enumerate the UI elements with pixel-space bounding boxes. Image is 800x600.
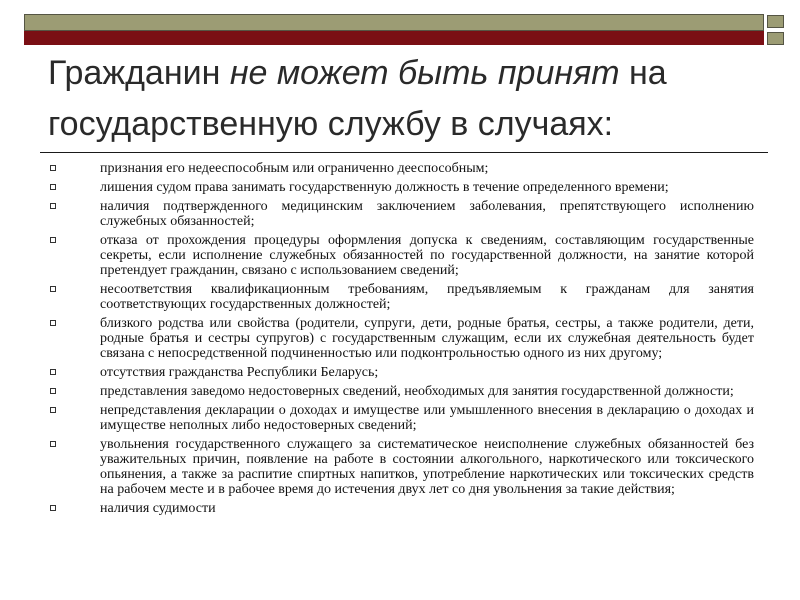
square-bullet-icon (50, 184, 56, 190)
list-item-text: увольнения государственного служащего за систематическое неисполнение служебных обязанностей без уважительных причин, появление на работе в состоянии алкогольного, наркотического или токсического опьянения, а также за распитие спиртных напитков, употребление наркотических или токсических средств на рабочем месте и в рабочее время до истечения двух лет со дня увольнения за такие действия; (100, 437, 754, 497)
slide-title (48, 48, 768, 150)
square-bullet-icon (50, 203, 56, 209)
list-item (48, 199, 754, 229)
list-item-text: отказа от прохождения процедуры оформления допуска к сведениям, составляющим государственные секреты, если исполнение служебных обязанностей по государственной должности, на занятие которой претендует гражданин, связано с использованием сведений; (100, 233, 754, 278)
list-item-text: лишения судом права занимать государственную должность в течение определенного времени; (100, 180, 669, 195)
list-item (48, 403, 754, 433)
list-item-text: наличия судимости (100, 501, 216, 516)
list-item (48, 316, 754, 361)
square-bullet-icon (50, 369, 56, 375)
square-bullet-icon (50, 165, 56, 171)
title-part3: на государственную службу в случаях: (48, 54, 667, 143)
square-bullet-icon (50, 407, 56, 413)
list-item (48, 384, 754, 399)
title-divider (40, 152, 768, 153)
conditions-list (48, 161, 754, 520)
title-part1: Гражданин (48, 54, 230, 92)
list-item-text: представления заведомо недостоверных сведений, необходимых для занятия государственной должности; (100, 384, 734, 399)
square-bullet-icon (50, 388, 56, 394)
list-item (48, 501, 754, 516)
square-bullet-icon (50, 286, 56, 292)
header-maroon-bar (24, 31, 764, 45)
square-bullet-icon (50, 441, 56, 447)
square-bullet-icon (50, 237, 56, 243)
list-item-text: отсутствия гражданства Республики Беларусь; (100, 365, 379, 380)
list-item (48, 437, 754, 497)
list-item (48, 161, 754, 176)
list-item (48, 282, 754, 312)
header-corner-box-top (767, 15, 784, 28)
square-bullet-icon (50, 505, 56, 511)
header-corner-box-bottom (767, 32, 784, 45)
list-item-text: непредставления декларации о доходах и имуществе или умышленного внесения в декларацию о доходах и имуществе неполных либо недостоверных сведений; (100, 403, 754, 433)
header-top-bar (24, 14, 764, 31)
list-item-text: близкого родства или свойства (родители, супруги, дети, родные братья, сестры, а также родители, дети, родные братья и сестры супругов) с государственным служащим, если их служебная деятельность будет связана с непосредственной подчиненностью или подконтрольностью одного из них другому; (100, 316, 754, 361)
list-item (48, 233, 754, 278)
list-item-text: несоответствия квалификационным требованиям, предъявляемым к гражданам для занятия соответствующих государственных должностей; (100, 282, 754, 312)
list-item-text: наличия подтвержденного медицинским заключением заболевания, препятствующего исполнению служебных обязанностей; (100, 199, 754, 229)
title-emphasis: не может быть принят (229, 54, 620, 92)
list-item-text: признания его недееспособным или ограниченно дееспособным; (100, 161, 489, 176)
list-item (48, 180, 754, 195)
square-bullet-icon (50, 320, 56, 326)
list-item (48, 365, 754, 380)
